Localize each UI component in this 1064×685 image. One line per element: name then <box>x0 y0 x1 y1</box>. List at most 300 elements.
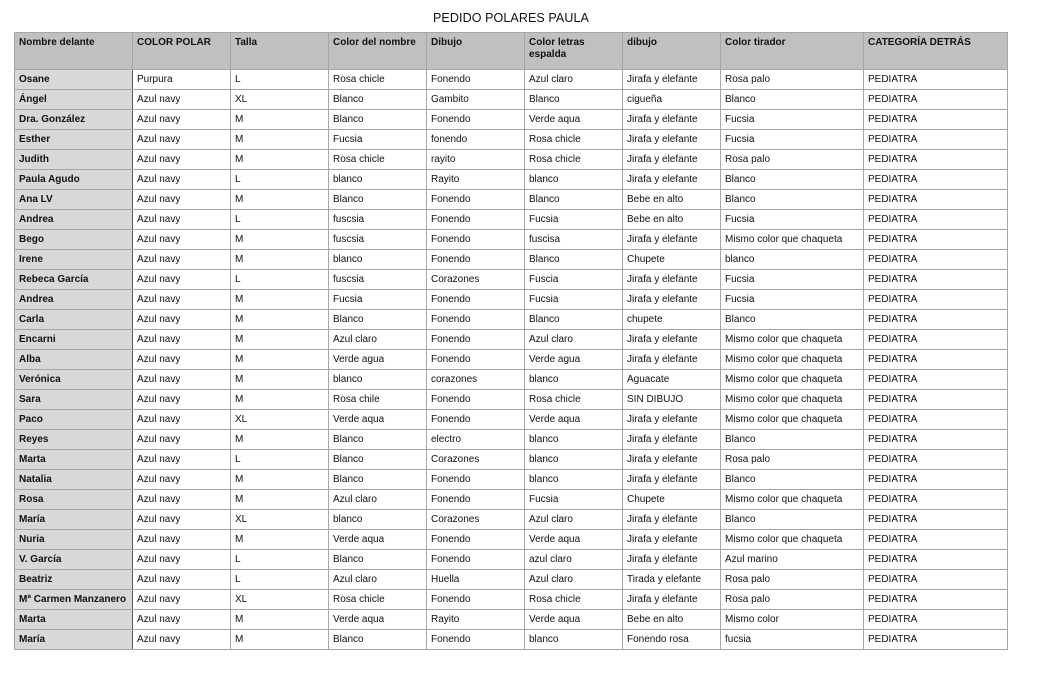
table-row <box>15 290 1008 310</box>
cell-color-tirador[interactable]: Mismo color que chaqueta <box>721 390 864 410</box>
cell-color-tirador[interactable]: Blanco <box>721 310 864 330</box>
cell-talla[interactable]: M <box>231 390 329 410</box>
cell-dibujo[interactable]: Corazones <box>427 510 525 530</box>
cell-categoria-detras[interactable]: PEDIATRA <box>864 350 1008 370</box>
cell-color-del-nombre[interactable]: Fucsia <box>329 290 427 310</box>
cell-color-del-nombre[interactable]: Azul claro <box>329 570 427 590</box>
table-row <box>15 570 1008 590</box>
cell-categoria-detras[interactable]: PEDIATRA <box>864 450 1008 470</box>
cell-dibujo[interactable]: Fonendo <box>427 250 525 270</box>
table-row <box>15 530 1008 550</box>
cell-color-del-nombre[interactable]: blanco <box>329 170 427 190</box>
cell-dibujo-espalda[interactable]: Jirafa y elefante <box>623 230 721 250</box>
cell-nombre-delante[interactable]: Paula Agudo <box>15 170 133 190</box>
cell-color-del-nombre[interactable]: fuscsia <box>329 210 427 230</box>
cell-color-tirador[interactable]: Fucsia <box>721 270 864 290</box>
table-row <box>15 590 1008 610</box>
cell-categoria-detras[interactable]: PEDIATRA <box>864 410 1008 430</box>
cell-categoria-detras[interactable]: PEDIATRA <box>864 330 1008 350</box>
cell-color-polar[interactable]: Azul navy <box>133 570 231 590</box>
cell-dibujo[interactable]: Corazones <box>427 270 525 290</box>
cell-dibujo[interactable]: Fonendo <box>427 330 525 350</box>
table-row <box>15 210 1008 230</box>
cell-talla[interactable]: L <box>231 270 329 290</box>
cell-categoria-detras[interactable]: PEDIATRA <box>864 550 1008 570</box>
cell-dibujo[interactable]: Fonendo <box>427 70 525 90</box>
cell-color-tirador[interactable]: Blanco <box>721 510 864 530</box>
cell-talla[interactable]: M <box>231 470 329 490</box>
cell-dibujo[interactable]: fonendo <box>427 130 525 150</box>
cell-color-letras-espalda[interactable]: blanco <box>525 630 623 650</box>
cell-nombre-delante[interactable]: Andrea <box>15 210 133 230</box>
cell-nombre-delante[interactable]: Paco <box>15 410 133 430</box>
cell-color-del-nombre[interactable]: Blanco <box>329 110 427 130</box>
cell-color-letras-espalda[interactable]: Blanco <box>525 90 623 110</box>
cell-color-tirador[interactable]: Rosa palo <box>721 590 864 610</box>
cell-color-letras-espalda[interactable]: Blanco <box>525 310 623 330</box>
cell-dibujo[interactable]: Corazones <box>427 450 525 470</box>
cell-dibujo[interactable]: Fonendo <box>427 190 525 210</box>
cell-dibujo[interactable]: Fonendo <box>427 230 525 250</box>
cell-color-polar[interactable]: Azul navy <box>133 370 231 390</box>
cell-color-letras-espalda[interactable]: Rosa chicle <box>525 590 623 610</box>
cell-dibujo-espalda[interactable]: Bebe en alto <box>623 190 721 210</box>
table-row <box>15 410 1008 430</box>
cell-color-del-nombre[interactable]: blanco <box>329 250 427 270</box>
cell-color-letras-espalda[interactable]: Verde agua <box>525 350 623 370</box>
cell-color-letras-espalda[interactable]: blanco <box>525 470 623 490</box>
cell-talla[interactable]: M <box>231 490 329 510</box>
cell-color-letras-espalda[interactable]: Fucsia <box>525 290 623 310</box>
cell-color-letras-espalda[interactable]: blanco <box>525 370 623 390</box>
cell-nombre-delante[interactable]: Mª Carmen Manzanero <box>15 590 133 610</box>
cell-dibujo-espalda[interactable]: Jirafa y elefante <box>623 70 721 90</box>
cell-dibujo-espalda[interactable]: Jirafa y elefante <box>623 130 721 150</box>
cell-color-del-nombre[interactable]: Verde aqua <box>329 410 427 430</box>
cell-color-tirador[interactable]: Fucsia <box>721 290 864 310</box>
cell-color-tirador[interactable]: Blanco <box>721 90 864 110</box>
table-row <box>15 370 1008 390</box>
table-row <box>15 150 1008 170</box>
cell-color-polar[interactable]: Azul navy <box>133 450 231 470</box>
cell-nombre-delante[interactable]: Marta <box>15 610 133 630</box>
cell-dibujo[interactable]: Fonendo <box>427 210 525 230</box>
cell-color-del-nombre[interactable]: blanco <box>329 370 427 390</box>
cell-dibujo-espalda[interactable]: Jirafa y elefante <box>623 590 721 610</box>
cell-color-letras-espalda[interactable]: Azul claro <box>525 570 623 590</box>
cell-dibujo-espalda[interactable]: Jirafa y elefante <box>623 170 721 190</box>
column-header-categoria-detras[interactable]: CATEGORÍA DETRÁS <box>864 33 1008 70</box>
cell-color-polar[interactable]: Azul navy <box>133 430 231 450</box>
column-header-talla[interactable]: Talla <box>231 33 329 70</box>
cell-color-polar[interactable]: Azul navy <box>133 130 231 150</box>
cell-dibujo-espalda[interactable]: Jirafa y elefante <box>623 530 721 550</box>
cell-nombre-delante[interactable]: Encarni <box>15 330 133 350</box>
cell-categoria-detras[interactable]: PEDIATRA <box>864 290 1008 310</box>
cell-color-letras-espalda[interactable]: Azul claro <box>525 70 623 90</box>
table-row <box>15 550 1008 570</box>
cell-color-del-nombre[interactable]: Blanco <box>329 550 427 570</box>
cell-color-del-nombre[interactable]: Rosa chicle <box>329 150 427 170</box>
cell-color-del-nombre[interactable]: Blanco <box>329 90 427 110</box>
cell-color-del-nombre[interactable]: Rosa chicle <box>329 590 427 610</box>
cell-color-del-nombre[interactable]: Rosa chile <box>329 390 427 410</box>
cell-color-del-nombre[interactable]: fuscsia <box>329 270 427 290</box>
cell-color-del-nombre[interactable]: Verde aqua <box>329 530 427 550</box>
cell-categoria-detras[interactable]: PEDIATRA <box>864 490 1008 510</box>
cell-color-polar[interactable]: Azul navy <box>133 630 231 650</box>
cell-color-polar[interactable]: Azul navy <box>133 490 231 510</box>
cell-nombre-delante[interactable]: Dra. González <box>15 110 133 130</box>
cell-color-polar[interactable]: Azul navy <box>133 270 231 290</box>
cell-dibujo-espalda[interactable]: Aguacate <box>623 370 721 390</box>
cell-color-letras-espalda[interactable]: Verde aqua <box>525 530 623 550</box>
cell-color-polar[interactable]: Azul navy <box>133 110 231 130</box>
table-row <box>15 190 1008 210</box>
cell-color-letras-espalda[interactable]: Rosa chicle <box>525 390 623 410</box>
cell-color-letras-espalda[interactable]: azul claro <box>525 550 623 570</box>
cell-dibujo-espalda[interactable]: Jirafa y elefante <box>623 270 721 290</box>
cell-dibujo-espalda[interactable]: Jirafa y elefante <box>623 290 721 310</box>
cell-dibujo[interactable]: electro <box>427 430 525 450</box>
cell-dibujo-espalda[interactable]: Jirafa y elefante <box>623 150 721 170</box>
cell-nombre-delante[interactable]: Nuria <box>15 530 133 550</box>
cell-color-letras-espalda[interactable]: Azul claro <box>525 330 623 350</box>
cell-color-tirador[interactable]: Mismo color que chaqueta <box>721 490 864 510</box>
cell-categoria-detras[interactable]: PEDIATRA <box>864 390 1008 410</box>
cell-color-letras-espalda[interactable]: Rosa chicle <box>525 130 623 150</box>
cell-categoria-detras[interactable]: PEDIATRA <box>864 70 1008 90</box>
cell-talla[interactable]: M <box>231 130 329 150</box>
cell-nombre-delante[interactable]: Rosa <box>15 490 133 510</box>
cell-color-polar[interactable]: Azul navy <box>133 230 231 250</box>
cell-categoria-detras[interactable]: PEDIATRA <box>864 250 1008 270</box>
cell-talla[interactable]: L <box>231 170 329 190</box>
cell-color-polar[interactable]: Azul navy <box>133 190 231 210</box>
cell-color-tirador[interactable]: Rosa palo <box>721 450 864 470</box>
cell-categoria-detras[interactable]: PEDIATRA <box>864 310 1008 330</box>
cell-dibujo[interactable]: Fonendo <box>427 470 525 490</box>
column-header-dibujo[interactable]: Dibujo <box>427 33 525 70</box>
cell-color-del-nombre[interactable]: Rosa chicle <box>329 70 427 90</box>
cell-nombre-delante[interactable]: Sara <box>15 390 133 410</box>
cell-categoria-detras[interactable]: PEDIATRA <box>864 590 1008 610</box>
cell-categoria-detras[interactable]: PEDIATRA <box>864 110 1008 130</box>
column-header-dibujo-espalda[interactable]: dibujo <box>623 33 721 70</box>
table-row <box>15 610 1008 630</box>
cell-dibujo[interactable]: Fonendo <box>427 110 525 130</box>
cell-dibujo-espalda[interactable]: Bebe en alto <box>623 610 721 630</box>
cell-dibujo[interactable]: Rayito <box>427 170 525 190</box>
cell-nombre-delante[interactable]: V. García <box>15 550 133 570</box>
cell-talla[interactable]: M <box>231 290 329 310</box>
cell-color-polar[interactable]: Azul navy <box>133 590 231 610</box>
cell-dibujo-espalda[interactable]: Tirada y elefante <box>623 570 721 590</box>
cell-color-letras-espalda[interactable]: Azul claro <box>525 510 623 530</box>
cell-talla[interactable]: M <box>231 310 329 330</box>
cell-nombre-delante[interactable]: Irene <box>15 250 133 270</box>
cell-color-letras-espalda[interactable]: Verde aqua <box>525 410 623 430</box>
table-row <box>15 470 1008 490</box>
cell-nombre-delante[interactable]: Rebeca García <box>15 270 133 290</box>
cell-talla[interactable]: M <box>231 250 329 270</box>
cell-color-polar[interactable]: Purpura <box>133 70 231 90</box>
cell-talla[interactable]: M <box>231 230 329 250</box>
cell-categoria-detras[interactable]: PEDIATRA <box>864 210 1008 230</box>
cell-color-polar[interactable]: Azul navy <box>133 150 231 170</box>
cell-nombre-delante[interactable]: María <box>15 630 133 650</box>
cell-color-polar[interactable]: Azul navy <box>133 250 231 270</box>
table-row <box>15 490 1008 510</box>
cell-color-letras-espalda[interactable]: Verde aqua <box>525 110 623 130</box>
cell-talla[interactable]: L <box>231 550 329 570</box>
cell-color-tirador[interactable]: Fucsia <box>721 110 864 130</box>
cell-talla[interactable]: L <box>231 70 329 90</box>
cell-color-letras-espalda[interactable]: Fuscia <box>525 270 623 290</box>
sheet-title: PEDIDO POLARES PAULA <box>433 11 589 25</box>
cell-categoria-detras[interactable]: PEDIATRA <box>864 530 1008 550</box>
cell-dibujo[interactable]: Fonendo <box>427 630 525 650</box>
cell-color-letras-espalda[interactable]: Fucsia <box>525 210 623 230</box>
cell-color-tirador[interactable]: Rosa palo <box>721 570 864 590</box>
cell-color-letras-espalda[interactable]: Verde aqua <box>525 610 623 630</box>
cell-dibujo[interactable]: Fonendo <box>427 290 525 310</box>
cell-color-tirador[interactable]: Blanco <box>721 190 864 210</box>
cell-dibujo-espalda[interactable]: SIN DIBUJO <box>623 390 721 410</box>
cell-nombre-delante[interactable]: Alba <box>15 350 133 370</box>
cell-talla[interactable]: M <box>231 190 329 210</box>
header-row <box>15 33 1008 70</box>
orders-table <box>14 32 1008 650</box>
column-header-nombre-delante[interactable]: Nombre delante <box>15 33 133 70</box>
cell-color-del-nombre[interactable]: Blanco <box>329 430 427 450</box>
cell-color-del-nombre[interactable]: blanco <box>329 510 427 530</box>
cell-talla[interactable]: XL <box>231 510 329 530</box>
cell-dibujo-espalda[interactable]: Jirafa y elefante <box>623 410 721 430</box>
cell-categoria-detras[interactable]: PEDIATRA <box>864 230 1008 250</box>
cell-dibujo-espalda[interactable]: Jirafa y elefante <box>623 330 721 350</box>
cell-dibujo-espalda[interactable]: Jirafa y elefante <box>623 470 721 490</box>
cell-dibujo-espalda[interactable]: chupete <box>623 310 721 330</box>
table-row <box>15 390 1008 410</box>
cell-nombre-delante[interactable]: Ana LV <box>15 190 133 210</box>
cell-color-polar[interactable]: Azul navy <box>133 550 231 570</box>
cell-color-del-nombre[interactable]: Azul claro <box>329 330 427 350</box>
cell-dibujo-espalda[interactable]: Fonendo rosa <box>623 630 721 650</box>
cell-categoria-detras[interactable]: PEDIATRA <box>864 270 1008 290</box>
cell-color-tirador[interactable]: blanco <box>721 250 864 270</box>
cell-talla[interactable]: XL <box>231 410 329 430</box>
cell-color-polar[interactable]: Azul navy <box>133 170 231 190</box>
cell-categoria-detras[interactable]: PEDIATRA <box>864 90 1008 110</box>
table-row <box>15 170 1008 190</box>
cell-dibujo[interactable]: Gambito <box>427 90 525 110</box>
table-row <box>15 250 1008 270</box>
table-row <box>15 110 1008 130</box>
cell-color-tirador[interactable]: Fucsia <box>721 210 864 230</box>
table-row <box>15 430 1008 450</box>
cell-categoria-detras[interactable]: PEDIATRA <box>864 370 1008 390</box>
cell-color-tirador[interactable]: Mismo color que chaqueta <box>721 410 864 430</box>
cell-nombre-delante[interactable]: Bego <box>15 230 133 250</box>
cell-dibujo[interactable]: Rayito <box>427 610 525 630</box>
table-row <box>15 130 1008 150</box>
cell-color-polar[interactable]: Azul navy <box>133 350 231 370</box>
cell-categoria-detras[interactable]: PEDIATRA <box>864 150 1008 170</box>
cell-color-letras-espalda[interactable]: fuscisa <box>525 230 623 250</box>
cell-color-letras-espalda[interactable]: Rosa chicle <box>525 150 623 170</box>
cell-nombre-delante[interactable]: Esther <box>15 130 133 150</box>
cell-talla[interactable]: M <box>231 630 329 650</box>
cell-color-letras-espalda[interactable]: blanco <box>525 170 623 190</box>
cell-dibujo[interactable]: Fonendo <box>427 390 525 410</box>
cell-color-del-nombre[interactable]: fuscsia <box>329 230 427 250</box>
cell-dibujo[interactable]: Fonendo <box>427 310 525 330</box>
cell-nombre-delante[interactable]: Andrea <box>15 290 133 310</box>
cell-color-polar[interactable]: Azul navy <box>133 330 231 350</box>
cell-talla[interactable]: L <box>231 570 329 590</box>
cell-talla[interactable]: XL <box>231 590 329 610</box>
cell-nombre-delante[interactable]: Osane <box>15 70 133 90</box>
cell-categoria-detras[interactable]: PEDIATRA <box>864 610 1008 630</box>
cell-dibujo-espalda[interactable]: Chupete <box>623 490 721 510</box>
cell-dibujo-espalda[interactable]: Bebe en alto <box>623 210 721 230</box>
cell-nombre-delante[interactable]: Natalia <box>15 470 133 490</box>
table-row <box>15 510 1008 530</box>
cell-color-del-nombre[interactable]: Blanco <box>329 310 427 330</box>
cell-color-del-nombre[interactable]: Azul claro <box>329 490 427 510</box>
cell-dibujo[interactable]: Fonendo <box>427 410 525 430</box>
cell-color-polar[interactable]: Azul navy <box>133 510 231 530</box>
cell-dibujo[interactable]: Fonendo <box>427 550 525 570</box>
cell-nombre-delante[interactable]: Judith <box>15 150 133 170</box>
cell-color-polar[interactable]: Azul navy <box>133 210 231 230</box>
cell-color-letras-espalda[interactable]: blanco <box>525 450 623 470</box>
cell-color-tirador[interactable]: Blanco <box>721 430 864 450</box>
cell-nombre-delante[interactable]: María <box>15 510 133 530</box>
cell-talla[interactable]: M <box>231 610 329 630</box>
cell-dibujo[interactable]: Fonendo <box>427 490 525 510</box>
cell-color-tirador[interactable]: Mismo color que chaqueta <box>721 350 864 370</box>
cell-categoria-detras[interactable]: PEDIATRA <box>864 190 1008 210</box>
cell-categoria-detras[interactable]: PEDIATRA <box>864 630 1008 650</box>
cell-categoria-detras[interactable]: PEDIATRA <box>864 470 1008 490</box>
cell-dibujo-espalda[interactable]: cigueña <box>623 90 721 110</box>
cell-dibujo-espalda[interactable]: Jirafa y elefante <box>623 430 721 450</box>
cell-color-tirador[interactable]: Fucsia <box>721 130 864 150</box>
cell-color-polar[interactable]: Azul navy <box>133 470 231 490</box>
cell-color-tirador[interactable]: Mismo color que chaqueta <box>721 230 864 250</box>
cell-talla[interactable]: M <box>231 430 329 450</box>
cell-nombre-delante[interactable]: Reyes <box>15 430 133 450</box>
cell-color-polar[interactable]: Azul navy <box>133 410 231 430</box>
cell-talla[interactable]: L <box>231 210 329 230</box>
column-header-color-tirador[interactable]: Color tirador <box>721 33 864 70</box>
cell-dibujo[interactable]: rayito <box>427 150 525 170</box>
cell-color-tirador[interactable]: Mismo color <box>721 610 864 630</box>
cell-dibujo-espalda[interactable]: Jirafa y elefante <box>623 510 721 530</box>
cell-talla[interactable]: M <box>231 530 329 550</box>
table-row <box>15 350 1008 370</box>
table-row <box>15 70 1008 90</box>
cell-talla[interactable]: M <box>231 110 329 130</box>
cell-color-letras-espalda[interactable]: Blanco <box>525 190 623 210</box>
cell-color-polar[interactable]: Azul navy <box>133 530 231 550</box>
cell-nombre-delante[interactable]: Beatriz <box>15 570 133 590</box>
cell-talla[interactable]: L <box>231 450 329 470</box>
cell-color-del-nombre[interactable]: Verde aqua <box>329 610 427 630</box>
cell-color-del-nombre[interactable]: Blanco <box>329 470 427 490</box>
cell-categoria-detras[interactable]: PEDIATRA <box>864 430 1008 450</box>
cell-categoria-detras[interactable]: PEDIATRA <box>864 170 1008 190</box>
cell-color-tirador[interactable]: Rosa palo <box>721 150 864 170</box>
cell-color-del-nombre[interactable]: Blanco <box>329 630 427 650</box>
table-row <box>15 270 1008 290</box>
cell-categoria-detras[interactable]: PEDIATRA <box>864 130 1008 150</box>
cell-color-polar[interactable]: Azul navy <box>133 290 231 310</box>
cell-color-tirador[interactable]: Mismo color que chaqueta <box>721 370 864 390</box>
cell-color-del-nombre[interactable]: Blanco <box>329 450 427 470</box>
cell-dibujo[interactable]: Fonendo <box>427 590 525 610</box>
column-header-color-del-nombre[interactable]: Color del nombre <box>329 33 427 70</box>
cell-nombre-delante[interactable]: Verónica <box>15 370 133 390</box>
cell-color-letras-espalda[interactable]: Blanco <box>525 250 623 270</box>
column-header-color-letras-espalda[interactable]: Color letras espalda <box>525 33 623 70</box>
cell-dibujo-espalda[interactable]: Jirafa y elefante <box>623 110 721 130</box>
cell-color-tirador[interactable]: Azul marino <box>721 550 864 570</box>
cell-color-tirador[interactable]: Mismo color que chaqueta <box>721 530 864 550</box>
cell-dibujo-espalda[interactable]: Chupete <box>623 250 721 270</box>
cell-dibujo-espalda[interactable]: Jirafa y elefante <box>623 550 721 570</box>
table-row <box>15 630 1008 650</box>
column-header-color-polar[interactable]: COLOR POLAR <box>133 33 231 70</box>
cell-dibujo[interactable]: Fonendo <box>427 530 525 550</box>
cell-color-tirador[interactable]: fucsia <box>721 630 864 650</box>
cell-talla[interactable]: M <box>231 330 329 350</box>
cell-color-tirador[interactable]: Blanco <box>721 470 864 490</box>
cell-color-tirador[interactable]: Mismo color que chaqueta <box>721 330 864 350</box>
cell-color-tirador[interactable]: Rosa palo <box>721 70 864 90</box>
cell-color-polar[interactable]: Azul navy <box>133 90 231 110</box>
cell-talla[interactable]: M <box>231 370 329 390</box>
cell-nombre-delante[interactable]: Carla <box>15 310 133 330</box>
cell-categoria-detras[interactable]: PEDIATRA <box>864 570 1008 590</box>
cell-color-del-nombre[interactable]: Fucsia <box>329 130 427 150</box>
cell-talla[interactable]: M <box>231 150 329 170</box>
cell-talla[interactable]: XL <box>231 90 329 110</box>
cell-color-polar[interactable]: Azul navy <box>133 610 231 630</box>
cell-color-letras-espalda[interactable]: Fucsia <box>525 490 623 510</box>
cell-nombre-delante[interactable]: Ángel <box>15 90 133 110</box>
cell-talla[interactable]: M <box>231 350 329 370</box>
cell-color-letras-espalda[interactable]: blanco <box>525 430 623 450</box>
cell-dibujo[interactable]: Huella <box>427 570 525 590</box>
cell-dibujo[interactable]: corazones <box>427 370 525 390</box>
cell-color-del-nombre[interactable]: Verde agua <box>329 350 427 370</box>
cell-dibujo[interactable]: Fonendo <box>427 350 525 370</box>
cell-color-polar[interactable]: Azul navy <box>133 310 231 330</box>
cell-categoria-detras[interactable]: PEDIATRA <box>864 510 1008 530</box>
table-row <box>15 330 1008 350</box>
table-row <box>15 230 1008 250</box>
cell-color-polar[interactable]: Azul navy <box>133 390 231 410</box>
cell-color-tirador[interactable]: Blanco <box>721 170 864 190</box>
table-row <box>15 90 1008 110</box>
cell-color-del-nombre[interactable]: Blanco <box>329 190 427 210</box>
cell-dibujo-espalda[interactable]: Jirafa y elefante <box>623 450 721 470</box>
cell-nombre-delante[interactable]: Marta <box>15 450 133 470</box>
cell-dibujo-espalda[interactable]: Jirafa y elefante <box>623 350 721 370</box>
